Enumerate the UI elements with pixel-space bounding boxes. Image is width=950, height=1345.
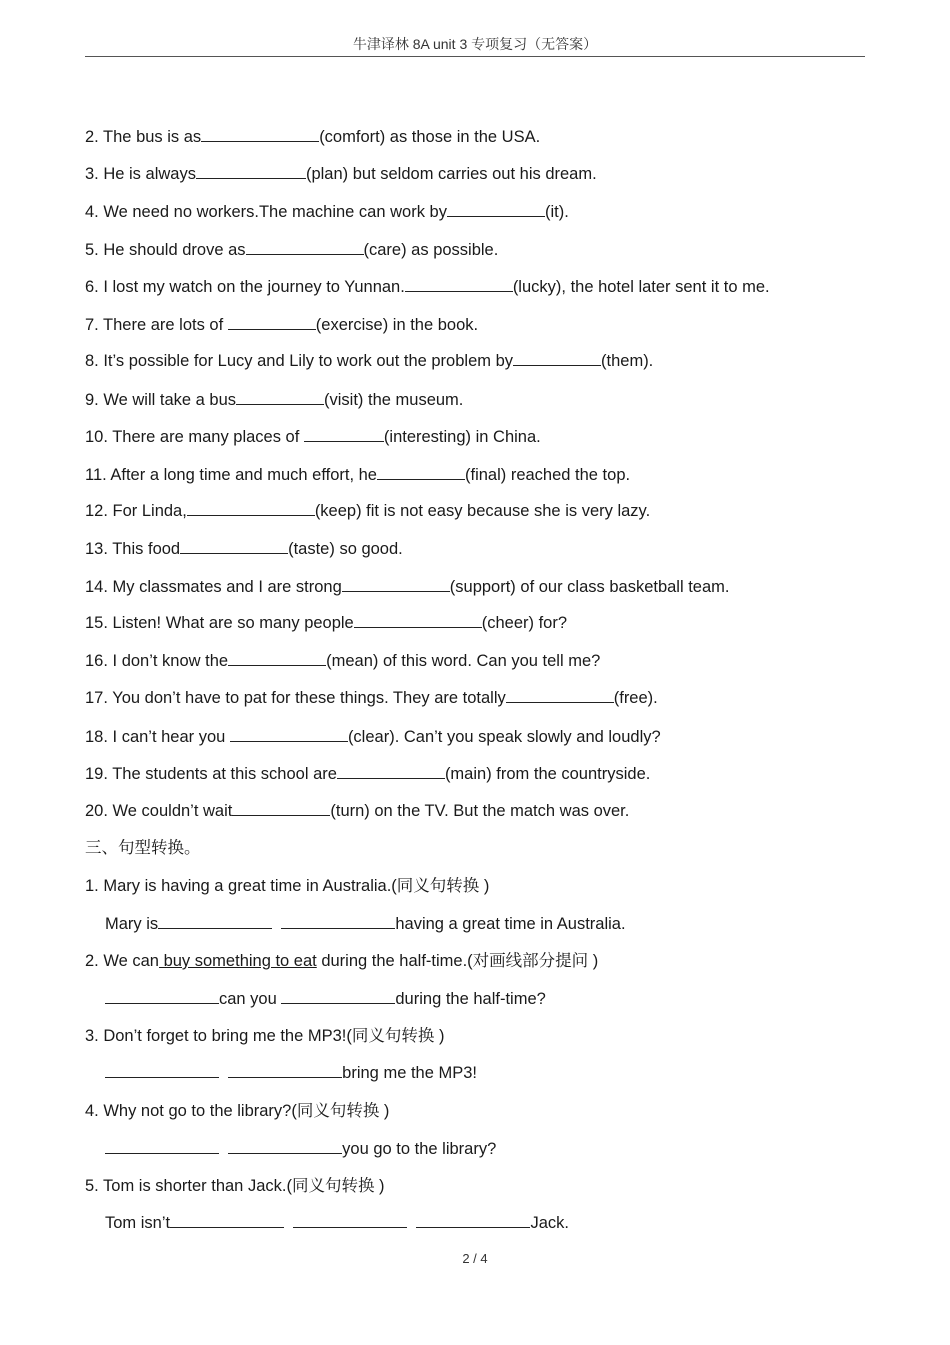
question-hint: (final) reached the top.	[464, 466, 631, 484]
question-9	[85, 390, 463, 410]
answer-blank[interactable]	[354, 613, 482, 628]
answer-blank[interactable]	[170, 1213, 284, 1228]
question-hint: (main) from the countryside.	[444, 765, 651, 783]
question-text: 17. You don’t have to pat for these things. They are totally	[85, 689, 506, 707]
answer-blank[interactable]	[281, 914, 395, 929]
question-19	[85, 764, 650, 784]
answer-blank[interactable]	[196, 164, 306, 179]
answer-text: bring me the MP3!	[342, 1064, 477, 1082]
transform-answer-3	[105, 1063, 477, 1083]
question-hint: (visit) the museum.	[324, 391, 464, 409]
question-text: 12. For Linda,	[85, 502, 187, 520]
question-hint: (clear). Can’t you speak slowly and loudly?	[347, 728, 661, 746]
answer-blank[interactable]	[228, 315, 316, 330]
question-hint: (taste) so good.	[288, 540, 403, 558]
question-7	[85, 315, 478, 335]
question-15	[85, 613, 567, 633]
answer-blank[interactable]	[337, 764, 445, 779]
question-text: 11. After a long time and much effort, he	[85, 466, 377, 484]
answer-blank[interactable]	[180, 539, 288, 554]
question-20	[85, 801, 629, 821]
question-hint: (plan) but seldom carries out his dream.	[305, 165, 597, 183]
answer-blank[interactable]	[105, 989, 219, 1004]
question-text: 13. This food	[85, 540, 181, 558]
question-hint: (care) as possible.	[363, 241, 499, 259]
answer-text: Mary is	[105, 915, 159, 933]
question-6	[85, 277, 770, 297]
question-text: 10. There are many places of	[85, 428, 304, 446]
answer-blank[interactable]	[377, 465, 465, 480]
answer-text: having a great time in Australia.	[395, 915, 626, 933]
answer-blank[interactable]	[232, 801, 330, 816]
question-hint: (comfort) as those in the USA.	[319, 128, 541, 146]
transform-question-1: 1. Mary is having a great time in Australia.(同义句转换 )	[85, 877, 490, 895]
question-hint: (lucky), the hotel later sent it to me.	[512, 278, 770, 296]
question-hint: (interesting) in China.	[383, 428, 541, 446]
answer-blank[interactable]	[416, 1213, 530, 1228]
answer-blank[interactable]	[513, 351, 601, 366]
question-2	[85, 127, 540, 147]
transform-answer-1	[105, 914, 626, 934]
answer-blank[interactable]	[236, 390, 324, 405]
answer-blank[interactable]	[228, 1139, 342, 1154]
transform-question-2	[85, 951, 598, 971]
question-hint: (keep) fit is not easy because she is very lazy.	[314, 502, 651, 520]
answer-blank[interactable]	[228, 651, 326, 666]
question-text: 19. The students at this school are	[85, 765, 337, 783]
question-3	[85, 164, 597, 184]
transform-question-4: 4. Why not go to the library?(同义句转换 )	[85, 1102, 390, 1120]
question-13	[85, 539, 403, 559]
header-title: 牛津译林 8A unit 3 专项复习（无答案）	[352, 36, 598, 52]
question-text: 20. We couldn’t wait	[85, 802, 233, 820]
answer-blank[interactable]	[230, 727, 348, 742]
answer-blank[interactable]	[342, 577, 450, 592]
question-4	[85, 202, 569, 222]
question-text: 8. It’s possible for Lucy and Lily to work out the problem by	[85, 352, 514, 370]
question-text: 16. I don’t know the	[85, 652, 229, 670]
question-hint: (free).	[613, 689, 658, 707]
answer-blank[interactable]	[447, 202, 545, 217]
answer-blank[interactable]	[228, 1063, 342, 1078]
question-10	[85, 427, 541, 447]
answer-text: Jack.	[530, 1214, 569, 1232]
answer-blank[interactable]	[506, 688, 614, 703]
question-11	[85, 465, 630, 485]
question-12	[85, 501, 650, 521]
question-5	[85, 240, 498, 260]
answer-blank[interactable]	[304, 427, 384, 442]
answer-text: can you	[219, 990, 282, 1008]
question-17	[85, 688, 658, 708]
answer-blank[interactable]	[281, 989, 395, 1004]
question-text: 5. He should drove as	[85, 241, 246, 259]
section-title: 三、句型转换。	[85, 839, 201, 857]
question-text: 14. My classmates and I are strong	[85, 578, 342, 596]
transform-answer-2	[105, 989, 546, 1009]
underlined-phrase: buy something to eat	[158, 952, 317, 970]
question-text: 2. The bus is as	[85, 128, 202, 146]
answer-blank[interactable]	[187, 501, 315, 516]
question-hint: (them).	[601, 352, 654, 370]
question-text: 9. We will take a bus	[85, 391, 237, 409]
transform-question-3: 3. Don’t forget to bring me the MP3!(同义句转换 )	[85, 1027, 445, 1045]
answer-blank[interactable]	[105, 1139, 219, 1154]
answer-blank[interactable]	[405, 277, 513, 292]
question-hint: (support) of our class basketball team.	[449, 578, 730, 596]
page-number: 2 / 4	[462, 1251, 488, 1266]
question-hint: (cheer) for?	[481, 614, 568, 632]
transform-question-5: 5. Tom is shorter than Jack.(同义句转换 )	[85, 1177, 385, 1195]
answer-blank[interactable]	[201, 127, 319, 142]
question-text: 3. He is always	[85, 165, 196, 183]
question-hint: (mean) of this word. Can you tell me?	[326, 652, 601, 670]
question-text: 18. I can’t hear you	[85, 728, 230, 746]
transform-answer-5	[105, 1213, 569, 1233]
question-text: 2. We can	[85, 952, 159, 970]
question-text: 7. There are lots of	[85, 316, 228, 334]
question-hint: (it).	[544, 203, 569, 221]
answer-blank[interactable]	[105, 1063, 219, 1078]
question-18	[85, 727, 661, 747]
question-16	[85, 651, 600, 671]
question-hint: (turn) on the TV. But the match was over.	[330, 802, 630, 820]
transform-answer-4	[105, 1139, 496, 1159]
question-hint: (exercise) in the book.	[315, 316, 479, 334]
answer-blank[interactable]	[158, 914, 272, 929]
answer-text: during the half-time?	[395, 990, 546, 1008]
answer-blank[interactable]	[293, 1213, 407, 1228]
question-text: 15. Listen! What are so many people	[85, 614, 354, 632]
question-text: 4. We need no workers.The machine can work by	[85, 203, 447, 221]
question-text: during the half-time.(对画线部分提问 )	[316, 952, 599, 970]
page-header	[85, 34, 865, 57]
answer-text: Tom isn’t	[105, 1214, 171, 1232]
question-14	[85, 577, 730, 597]
answer-text: you go to the library?	[342, 1140, 497, 1158]
question-text: 6. I lost my watch on the journey to Yunnan.	[85, 278, 405, 296]
answer-blank[interactable]	[246, 240, 364, 255]
question-8	[85, 351, 653, 371]
